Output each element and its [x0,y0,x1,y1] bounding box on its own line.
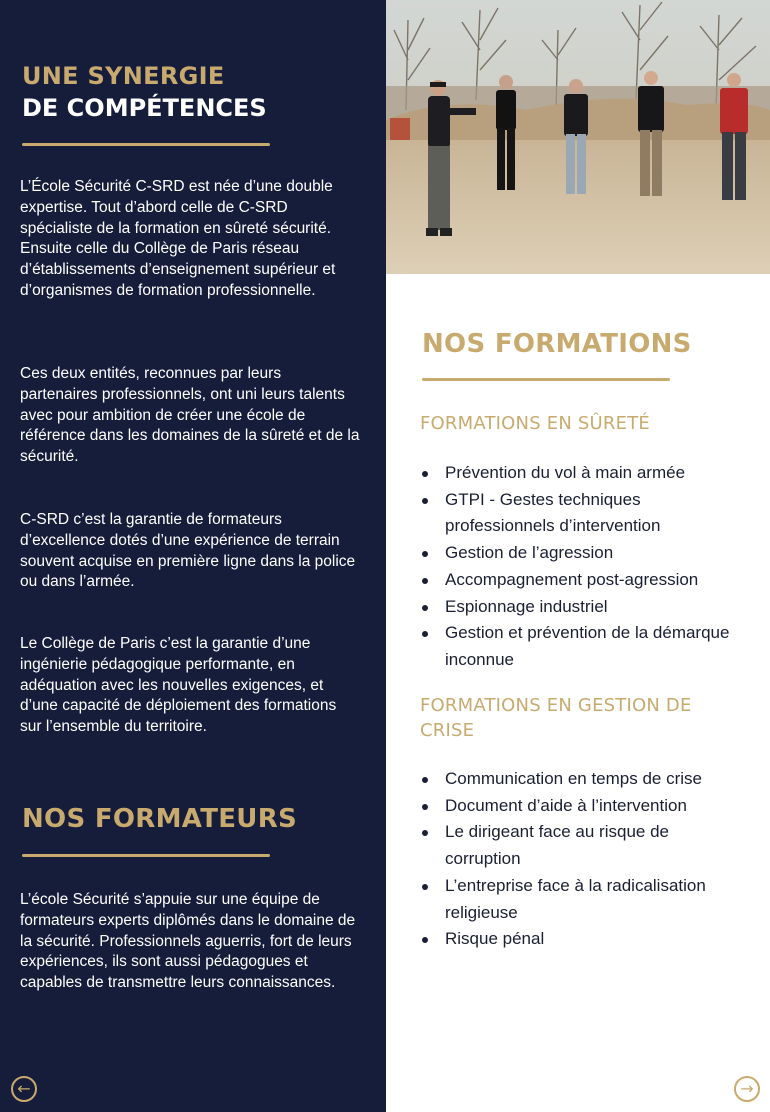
bullet-icon [422,498,428,504]
bullet-icon [422,578,428,584]
crise-section-title: FORMATIONS EN GESTION DE CRISE [420,695,692,741]
bullet-icon [422,471,428,477]
training-photo [386,0,770,274]
list-item: Espionnage industriel [420,594,740,621]
bullet-icon [422,551,428,557]
list-item: Le dirigeant face au risque de corruption [420,819,740,872]
formateurs-divider [22,854,270,857]
title-divider [22,143,270,146]
formations-title: NOS FORMATIONS [422,329,692,359]
intro-paragraph: L’École Sécurité C-SRD est née d’une double expertise. Tout d’abord celle de C-SRD spécialiste de la formation en sûreté sécurité. Ensuite celle du Collège de Paris réseau d’établissements d’enseignement supérieur et d’organismes de formation professionnelle. [20,178,336,299]
bullet-icon [422,830,428,836]
list-item: Prévention du vol à main armée [420,460,740,487]
list-item: Risque pénal [420,926,740,953]
list-item: Accompagnement post-agression [420,567,740,594]
bullet-icon [422,937,428,943]
crise-list [420,766,740,953]
list-item: L’entreprise face à la radicalisation religieuse [420,873,740,926]
bullet-icon [422,777,428,783]
bullet-icon [422,631,428,637]
entities-paragraph: Ces deux entités, reconnues par leurs partenaires professionnels, ont uni leurs talents avec pour ambition de créer une école de référence dans les domaines de la sûreté et de la sécurité. [20,365,360,466]
list-item: Gestion et prévention de la démarque inconnue [420,620,740,673]
surete-list [420,460,740,674]
page-title-line2: DE COMPÉTENCES [22,94,267,122]
surete-section-title: FORMATIONS EN SÛRETÉ [420,413,650,434]
college-paragraph: Le Collège de Paris c’est la garantie d’une ingénierie pédagogique performante, en adéquation avec les nouvelles exigences, et d’une capacité de déploiement des formations sur l’ensemble du territoire. [20,635,337,736]
bullet-icon [422,884,428,890]
page-title-line1: UNE SYNERGIE [22,62,225,90]
arrow-left-circle-icon[interactable]: ← [11,1076,37,1102]
list-item: GTPI - Gestes techniques professionnels d’intervention [420,487,740,540]
right-panel [386,0,770,1112]
formations-divider [422,378,670,381]
list-item: Communication en temps de crise [420,766,740,793]
arrow-right-circle-icon[interactable]: → [734,1076,760,1102]
formateurs-title: NOS FORMATEURS [22,804,298,834]
list-item: Gestion de l’agression [420,540,740,567]
bullet-icon [422,605,428,611]
csrd-paragraph: C-SRD c’est la garantie de formateurs d’excellence dotés d’une expérience de terrain souvent acquise en première ligne dans la police ou dans l’armée. [20,511,356,591]
formateurs-paragraph: L’école Sécurité s’appuie sur une équipe de formateurs experts diplômés dans le domaine de la sécurité. Professionnels aguerris, fort de leurs expériences, ils sont aussi pédagogues et capables de transmettre leurs connaissances. [20,891,356,992]
list-item: Document d’aide à l’intervention [420,793,740,820]
bullet-icon [422,804,428,810]
